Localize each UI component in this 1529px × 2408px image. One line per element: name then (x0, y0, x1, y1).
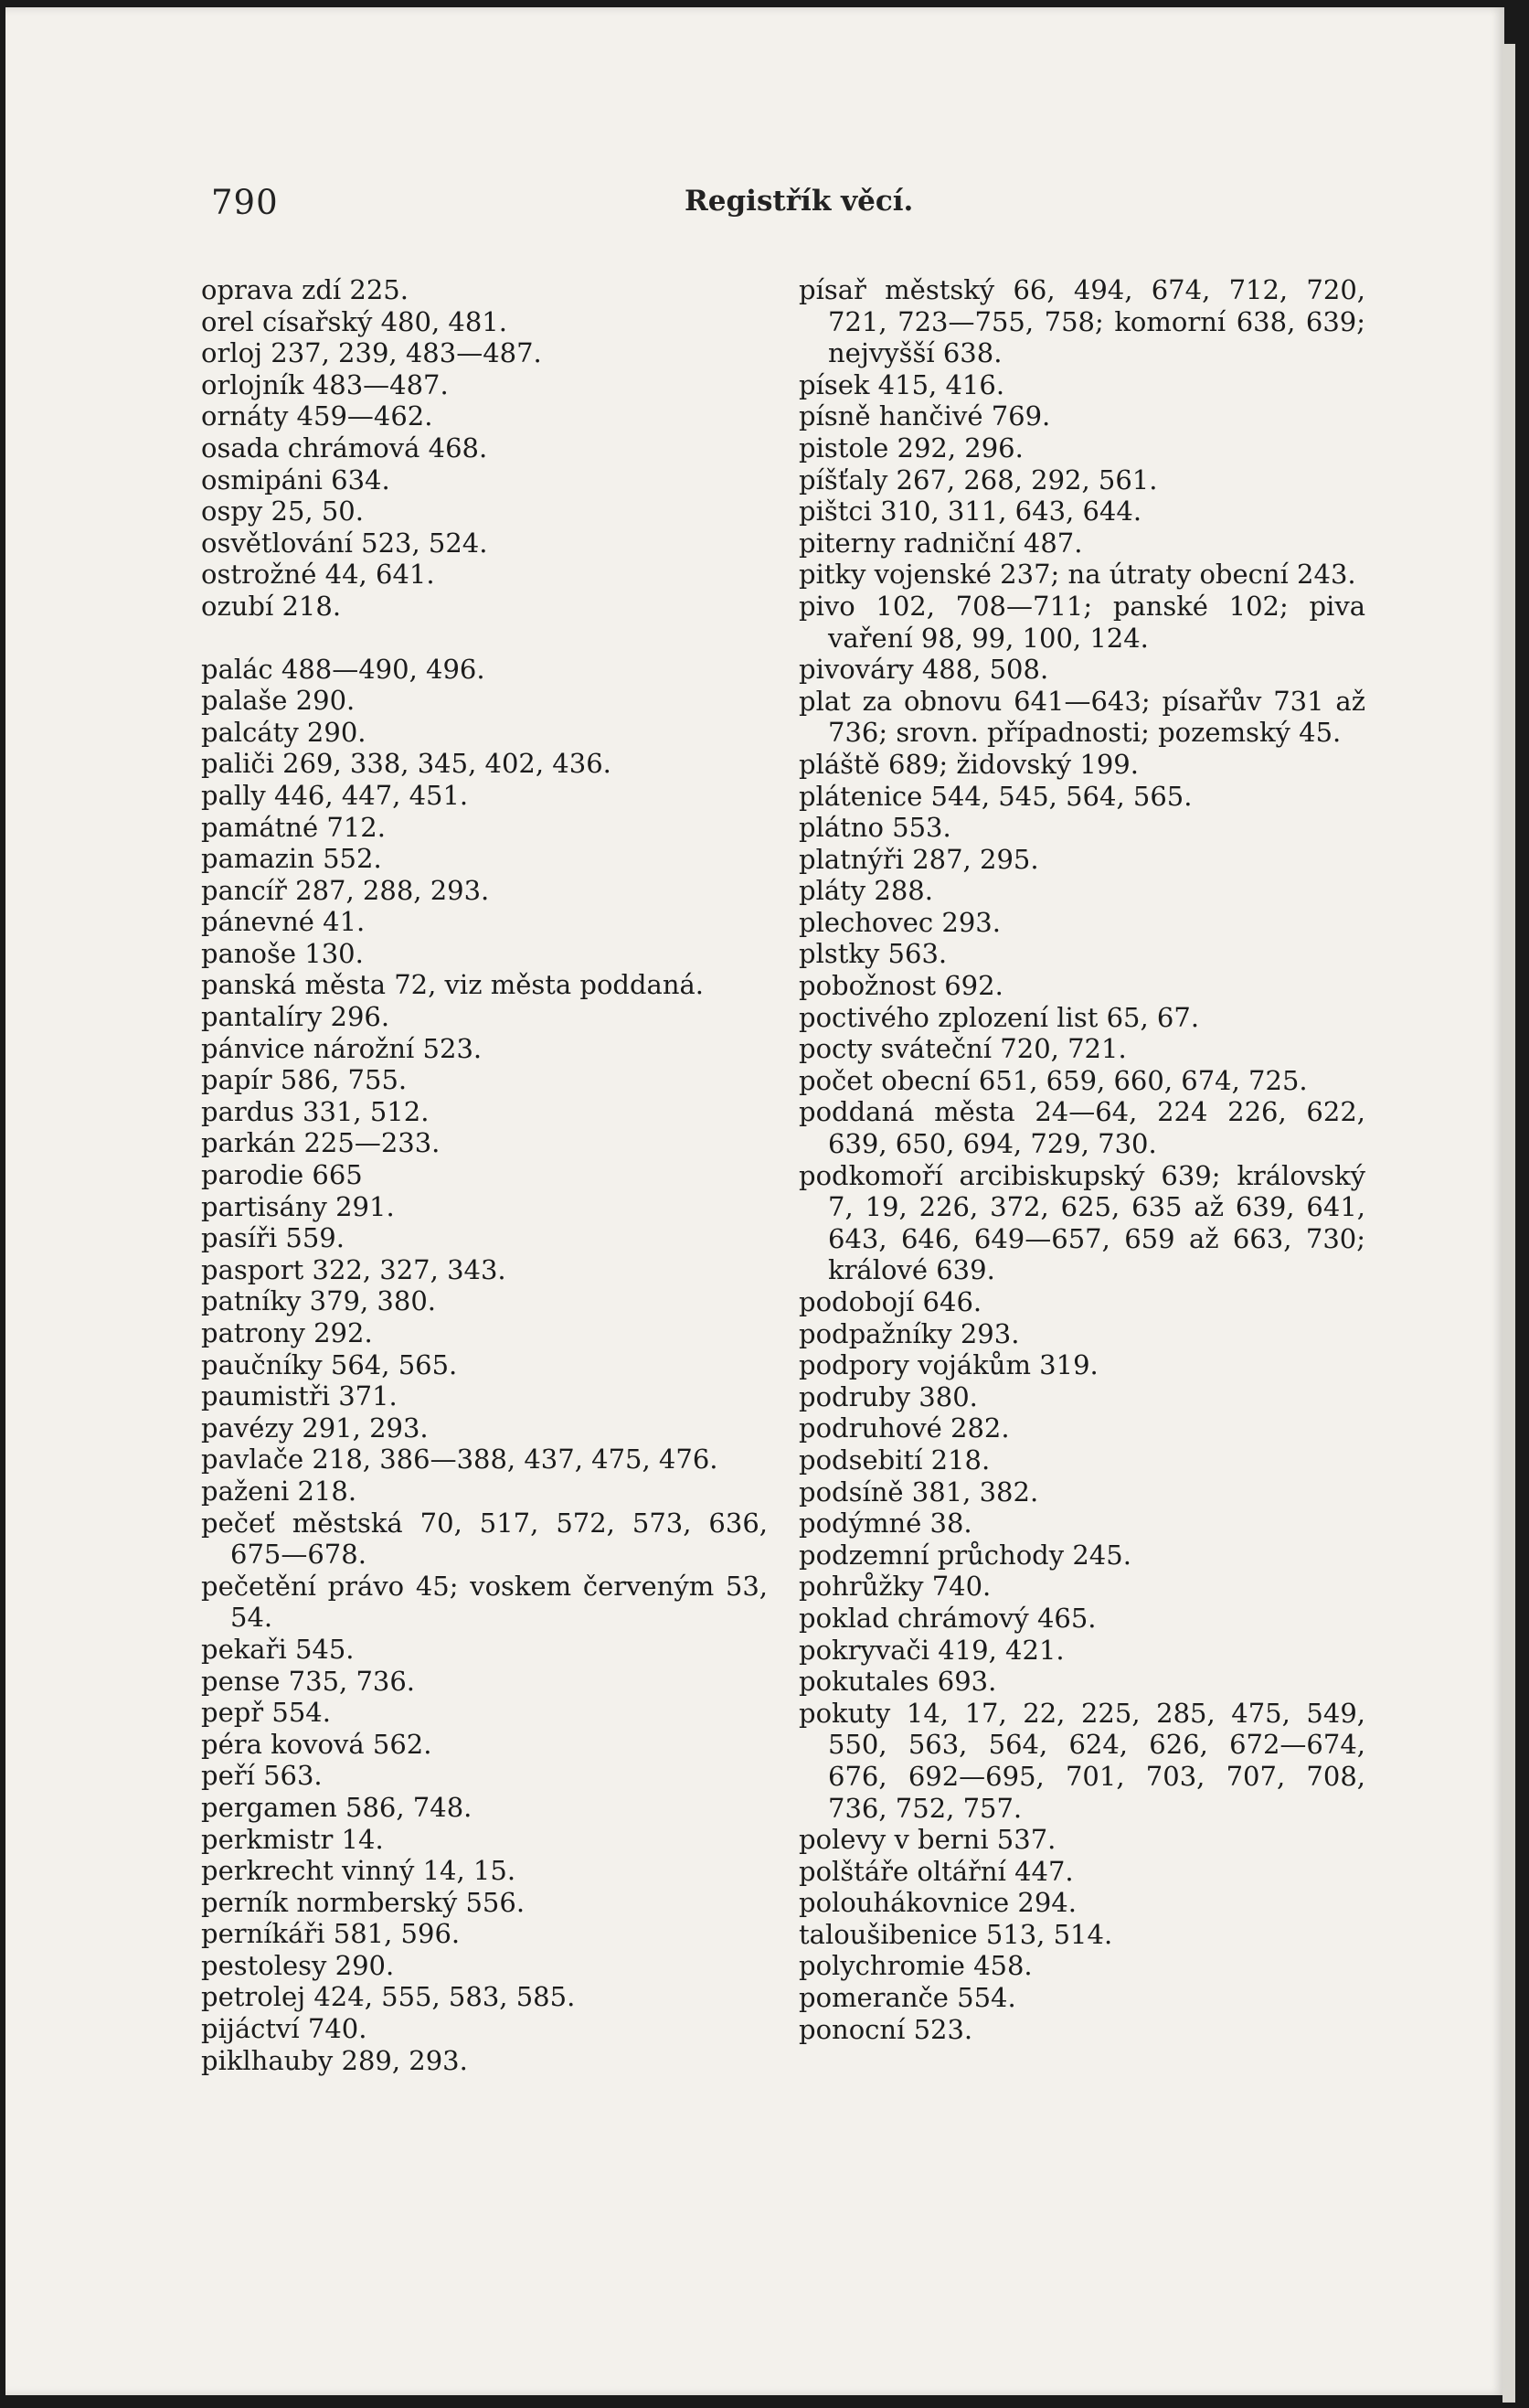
index-entry: podzemní průchody 245. (799, 1539, 1131, 1571)
running-head (5, 183, 1504, 229)
index-entry: perkrecht vinný 14, 15. (201, 1855, 516, 1887)
index-entry: písař městský 66, 494, 674, 712, 720, 721, 723—755, 758; komorní 638, 639; nejvyšší 638. (799, 274, 1365, 369)
index-entry: podsíně 381, 382. (799, 1476, 1039, 1508)
index-entry: pohrůžky 740. (799, 1571, 992, 1603)
index-entry: pense 735, 736. (201, 1665, 416, 1697)
index-entry: ostrožné 44, 641. (201, 559, 435, 591)
index-entry: poklad chrámový 465. (799, 1602, 1097, 1634)
section-gap (201, 623, 768, 654)
index-entry: pobožnost 692. (799, 970, 1003, 1002)
index-entry: pomeranče 554. (799, 1982, 1016, 2014)
index-entry: plat za obnovu 641—643; písařův 731 až 736; srovn. případnosti; pozemský 45. (799, 685, 1365, 749)
index-entry: petrolej 424, 555, 583, 585. (201, 1981, 576, 2013)
index-entry: platnýři 287, 295. (799, 843, 1039, 875)
index-entry: palác 488—490, 496. (201, 653, 485, 685)
index-entry: papír 586, 755. (201, 1064, 408, 1096)
page-edge (1502, 44, 1515, 2403)
index-entry: péra kovová 562. (201, 1728, 432, 1760)
index-entry: parkán 225—233. (201, 1127, 441, 1159)
index-column-left (201, 274, 768, 2076)
index-entry: pestolesy 290. (201, 1949, 395, 1981)
index-entry: pocty sváteční 720, 721. (799, 1033, 1127, 1065)
index-entry: pánvice nárožní 523. (201, 1032, 483, 1064)
index-entry: palcáty 290. (201, 716, 366, 748)
index-entry: pergamen 586, 748. (201, 1791, 473, 1823)
index-entry: podobojí 646. (799, 1286, 982, 1317)
index-entry: osada chrámová 468. (201, 432, 488, 463)
index-entry: paženi 218. (201, 1475, 357, 1507)
index-entry: pláště 689; židovský 199. (799, 748, 1139, 780)
index-entry: pánevné 41. (201, 906, 366, 938)
index-entry: orloj 237, 239, 483—487. (201, 337, 542, 369)
index-entry: pasíři 559. (201, 1222, 345, 1254)
index-entry: piklhauby 289, 293. (201, 2044, 468, 2076)
index-entry: paliči 269, 338, 345, 402, 436. (201, 748, 611, 780)
page-title: Registřík věcí. (685, 185, 914, 218)
index-entry: podruhové 282. (799, 1412, 1010, 1444)
index-entry: ozubí 218. (201, 590, 342, 622)
index-entry: osvětlování 523, 524. (201, 527, 488, 559)
index-entry: pavlače 218, 386—388, 437, 475, 476. (201, 1444, 718, 1476)
index-entry: perník normberský 556. (201, 1886, 526, 1918)
index-entry: podýmné 38. (799, 1508, 972, 1540)
index-entry: pally 446, 447, 451. (201, 779, 469, 811)
index-entry: pitky vojenské 237; na útraty obecní 243. (799, 559, 1356, 591)
index-entry: taloušibenice 513, 514. (799, 1918, 1113, 1950)
index-entry: paučníky 564, 565. (201, 1348, 458, 1380)
index-entry: pištci 310, 311, 643, 644. (799, 495, 1142, 527)
index-entry: panská města 72, viz města poddaná. (201, 969, 705, 1001)
index-entry: orel císařský 480, 481. (201, 305, 507, 337)
index-entry: osmipáni 634. (201, 463, 390, 495)
index-entry: pečeť městská 70, 517, 572, 573, 636, 675—678. (201, 1507, 768, 1571)
index-entry: pijáctví 740. (201, 2013, 367, 2045)
index-entry: počet obecní 651, 659, 660, 674, 725. (799, 1064, 1308, 1096)
index-entry: pivováry 488, 508. (799, 654, 1049, 686)
book-page (5, 7, 1504, 2395)
index-column-right (799, 274, 1365, 2045)
index-entry: pokuty 14, 17, 22, 225, 285, 475, 549, 550, 563, 564, 624, 626, 672—674, 676, 692—695, 701, 703, 707, 708, 736, 752, 757. (799, 1697, 1365, 1824)
index-entry: polštáře oltářní 447. (799, 1855, 1074, 1887)
page-number: 790 (211, 183, 279, 222)
index-entry: pistole 292, 296. (799, 432, 1024, 463)
index-entry: píšťaly 267, 268, 292, 561. (799, 463, 1158, 495)
index-entry: patrony 292. (201, 1317, 373, 1348)
index-entry: piterny radniční 487. (799, 527, 1083, 559)
index-entry: ponocní 523. (799, 2013, 973, 2045)
index-entry: pokryvači 419, 421. (799, 1634, 1065, 1666)
index-entry: písek 415, 416. (799, 368, 1005, 400)
index-entry: ospy 25, 50. (201, 495, 364, 527)
index-entry: pavézy 291, 293. (201, 1412, 429, 1444)
index-entry: pečetění právo 45; voskem červeným 53, 54. (201, 1570, 768, 1634)
index-entry: polouhákovnice 294. (799, 1887, 1077, 1919)
index-entry: plstky 563. (799, 938, 948, 970)
index-entry: palaše 290. (201, 685, 356, 717)
index-entry: podpažníky 293. (799, 1317, 1020, 1349)
index-entry: pokutales 693. (799, 1666, 997, 1698)
index-entry: podpory vojákům 319. (799, 1349, 1099, 1381)
index-entry: podruby 380. (799, 1380, 978, 1412)
index-entry: panoše 130. (201, 937, 364, 969)
index-entry: plátno 553. (799, 812, 951, 844)
index-entry: patníky 379, 380. (201, 1285, 436, 1317)
index-entry: poctivého zplození list 65, 67. (799, 1001, 1200, 1033)
index-entry: podkomoří arcibiskupský 639; královský 7, 19, 226, 372, 625, 635 až 639, 641, 643, 646, 649—657, 659 až 663, 730; králové 639. (799, 1159, 1365, 1286)
index-entry: perníkáři 581, 596. (201, 1918, 461, 1950)
index-entry: pantalíry 296. (201, 1001, 390, 1033)
index-entry: pláty 288. (799, 875, 933, 907)
index-entry: památné 712. (201, 811, 386, 843)
index-entry: pancíř 287, 288, 293. (201, 874, 490, 906)
index-entry: paumistři 371. (201, 1380, 398, 1412)
index-entry: poddaná města 24—64, 224 226, 622, 639, 650, 694, 729, 730. (799, 1096, 1365, 1160)
index-entry: perkmistr 14. (201, 1823, 384, 1855)
index-entry: plátenice 544, 545, 564, 565. (799, 780, 1193, 812)
index-entry: plechovec 293. (799, 906, 1001, 938)
index-entry: pekaři 545. (201, 1633, 355, 1665)
index-entry: ornáty 459—462. (201, 400, 433, 432)
index-entry: parodie 665 (201, 1159, 363, 1191)
index-entry: písně hančivé 769. (799, 400, 1051, 432)
index-entry: pepř 554. (201, 1697, 331, 1729)
index-entry: polevy v berni 537. (799, 1824, 1056, 1856)
index-entry: pivo 102, 708—711; panské 102; piva vaření 98, 99, 100, 124. (799, 590, 1365, 654)
index-entry: pasport 322, 327, 343. (201, 1253, 506, 1285)
index-entry: partisány 291. (201, 1190, 395, 1222)
index-entry: pardus 331, 512. (201, 1095, 430, 1127)
index-entry: pamazin 552. (201, 843, 382, 875)
index-entry: oprava zdí 225. (201, 274, 409, 305)
index-entry: orlojník 483—487. (201, 368, 449, 400)
index-entry: peří 563. (201, 1760, 323, 1792)
index-entry: polychromie 458. (799, 1950, 1033, 1982)
index-entry: podsebití 218. (799, 1444, 991, 1476)
